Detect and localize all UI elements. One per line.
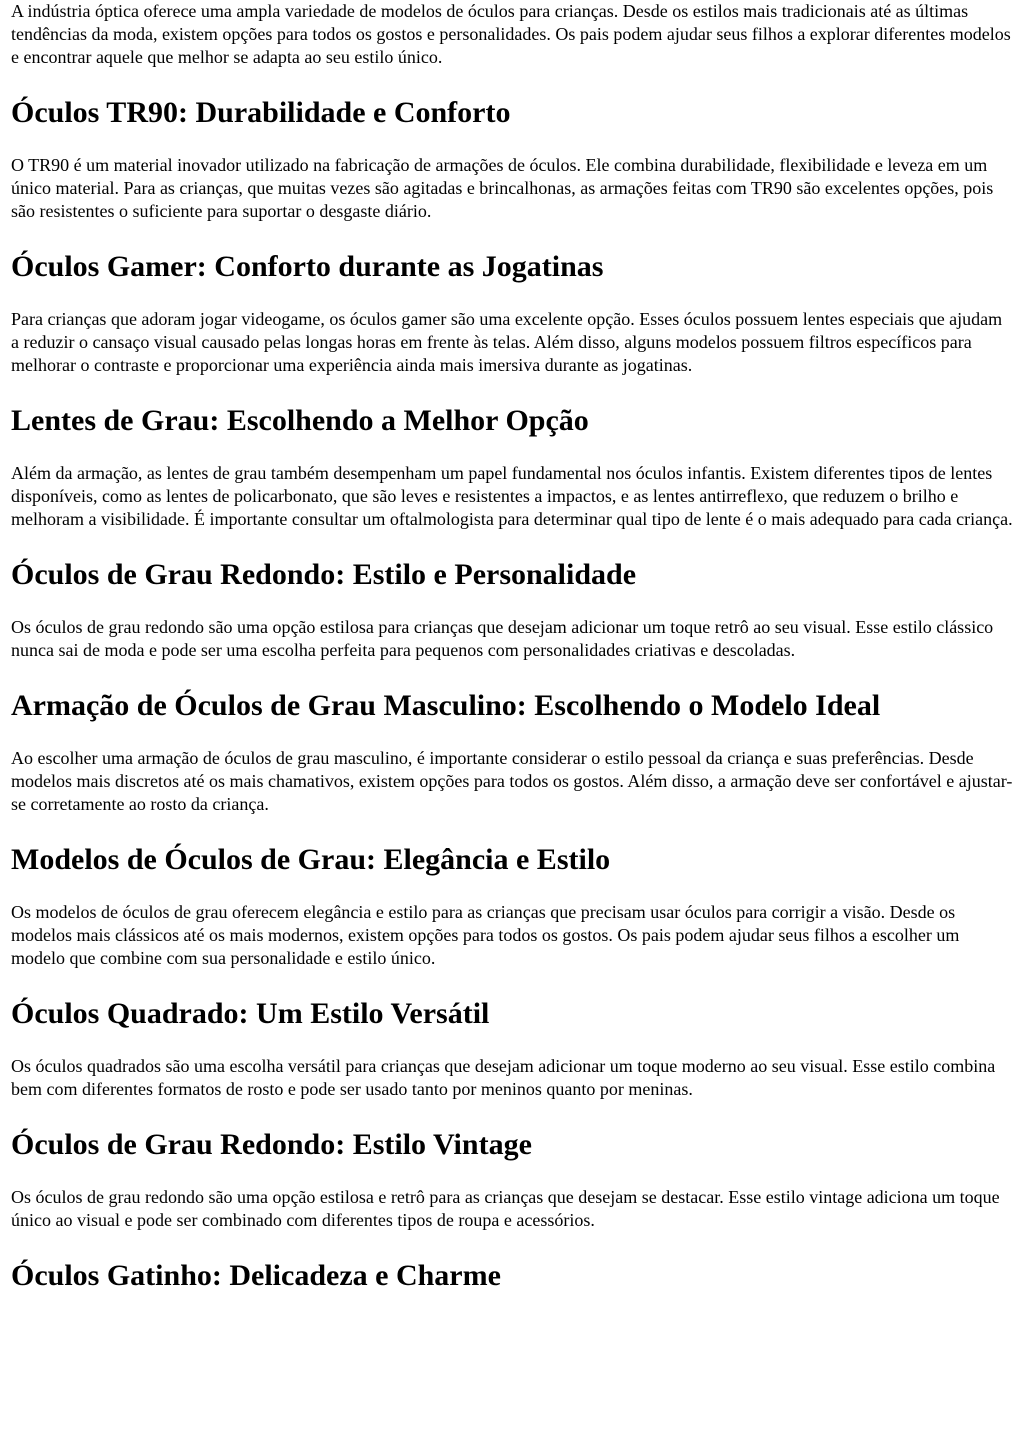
section-text-lentes: Além da armação, as lentes de grau também desempenham um papel fundamental nos óculos infantis. Existem diferentes tipos de lentes disponíveis, como as lentes de policarbonato, que são leves e resistentes a impactos, e as lentes antirreflexo, que reduzem o brilho e melhoram a visibilidade. É importante consultar um oftalmologista para determinar qual tipo de lente é o mais adequado para cada criança.: [11, 463, 1013, 529]
section-heading-tr90: Óculos TR90: Durabilidade e Conforto: [11, 96, 511, 129]
section-heading-masculino: Armação de Óculos de Grau Masculino: Escolhendo o Modelo Ideal: [11, 689, 881, 722]
section-text-tr90: O TR90 é um material inovador utilizado na fabricação de armações de óculos. Ele combina durabilidade, flexibilidade e leveza em um único material. Para as crianças, que muitas vezes são agitadas e brincalhonas, as armações feitas com TR90 são excelentes opções, pois são resistentes o suficiente para suportar o desgaste diário.: [11, 155, 994, 221]
section-text-vintage: Os óculos de grau redondo são uma opção estilosa e retrô para as crianças que desejam se destacar. Esse estilo vintage adiciona um toque único ao visual e pode ser combinado com diferentes tipos de roupa e acessórios.: [11, 1187, 1000, 1230]
section-text-quadrado: Os óculos quadrados são uma escolha versátil para crianças que desejam adicionar um toque moderno ao seu visual. Esse estilo combina bem com diferentes formatos de rosto e pode ser usado tanto por meninos quanto por meninas.: [11, 1056, 996, 1099]
section-text-gamer: Para crianças que adoram jogar videogame, os óculos gamer são uma excelente opção. Esses óculos possuem lentes especiais que ajudam a reduzir o cansaço visual causado pelas longas horas em frente às telas. Além disso, alguns modelos possuem filtros específicos para melhorar o contraste e proporcionar uma experiência ainda mais imersiva durante as jogatinas.: [11, 309, 1003, 375]
section-heading-lentes: Lentes de Grau: Escolhendo a Melhor Opção: [11, 404, 589, 437]
section-heading-gatinho: Óculos Gatinho: Delicadeza e Charme: [11, 1259, 501, 1292]
section-text-modelos: Os modelos de óculos de grau oferecem elegância e estilo para as crianças que precisam usar óculos para corrigir a visão. Desde os modelos mais clássicos até os mais modernos, existem opções para todos os gostos. Os pais podem ajudar seus filhos a escolher um modelo que combine com sua personalidade e estilo único.: [11, 902, 960, 968]
intro-paragraph: A indústria óptica oferece uma ampla variedade de modelos de óculos para crianças. Desde os estilos mais tradicionais até as últimas tendências da moda, existem opções para todos os gostos e personalidades. Os pais podem ajudar seus filhos a explorar diferentes modelos e encontrar aquele que melhor se adapta ao seu estilo único.: [11, 1, 1011, 67]
section-heading-modelos: Modelos de Óculos de Grau: Elegância e Estilo: [11, 843, 611, 876]
section-text-masculino: Ao escolher uma armação de óculos de grau masculino, é importante considerar o estilo pessoal da criança e suas preferências. Desde modelos mais discretos até os mais chamativos, existem opções para todos os gostos. Além disso, a armação deve ser confortável e ajustar-se corretamente ao rosto da criança.: [11, 748, 1013, 814]
section-heading-redondo: Óculos de Grau Redondo: Estilo e Personalidade: [11, 558, 637, 591]
section-heading-gamer: Óculos Gamer: Conforto durante as Jogatinas: [11, 250, 604, 283]
section-heading-vintage: Óculos de Grau Redondo: Estilo Vintage: [11, 1128, 532, 1161]
section-text-redondo: Os óculos de grau redondo são uma opção estilosa para crianças que desejam adicionar um toque retrô ao seu visual. Esse estilo clássico nunca sai de moda e pode ser uma escolha perfeita para pequenos com personalidades criativas e descoladas.: [11, 617, 994, 660]
section-heading-quadrado: Óculos Quadrado: Um Estilo Versátil: [11, 997, 490, 1030]
